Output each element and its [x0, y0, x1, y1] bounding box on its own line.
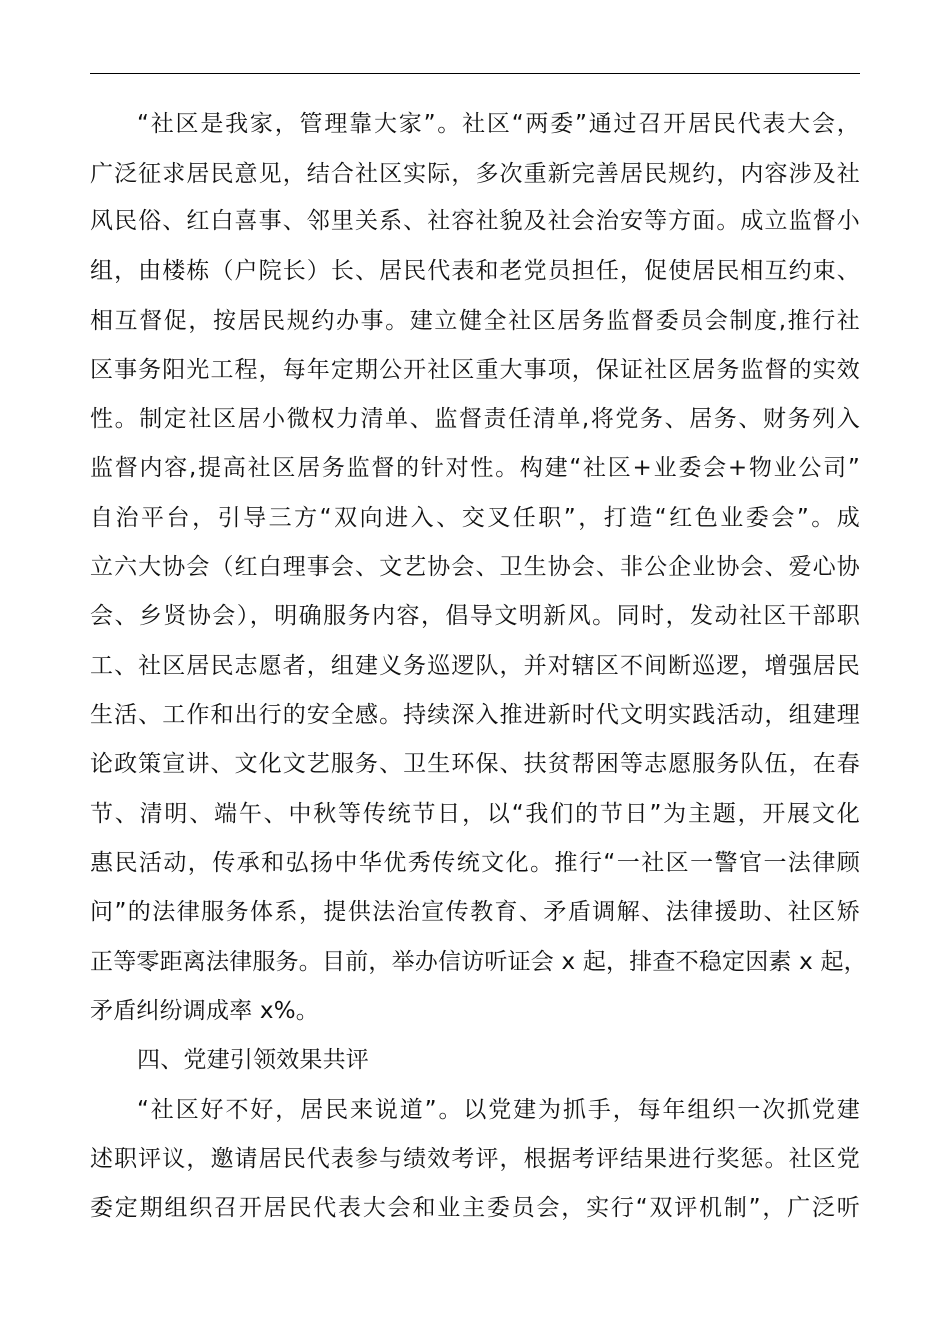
paragraph-rules-line-8: 监督内容,提高社区居务监督的针对性。构建“社区+业委会+物业公司”: [90, 455, 860, 481]
paragraph-rules-line-18: 正等零距离法律服务。目前，举办信访听证会 x 起，排查不稳定因素 x 起，: [90, 949, 867, 975]
paragraph-rules-line-9: 自治平台，引导三方“双向进入、交叉任职”，打造“红色业委会”。成: [90, 505, 860, 531]
header-rule: [90, 73, 860, 74]
paragraph-rules-line-16: 惠民活动，传承和弘扬中华优秀传统文化。推行“一社区一警官一法律顾: [90, 850, 860, 876]
paragraph-rules-line-1: “社区是我家，管理靠大家”。社区“两委”通过召开居民代表大会，: [137, 111, 860, 137]
paragraph-rules-line-19: 矛盾纠纷调成率 x%。: [90, 998, 319, 1024]
paragraph-rules-line-15: 节、清明、端午、中秋等传统节日，以“我们的节日”为主题，开展文化: [90, 801, 860, 827]
section-heading: 四、党建引领效果共评: [137, 1047, 369, 1073]
paragraph-rules-line-10: 立六大协会（红白理事会、文艺协会、卫生协会、非公企业协会、爱心协: [90, 554, 860, 580]
paragraph-rules-line-6: 区事务阳光工程，每年定期公开社区重大事项，保证社区居务监督的实效: [90, 357, 860, 383]
paragraph-rules-line-17: 问”的法律服务体系，提供法治宣传教育、矛盾调解、法律援助、社区矫: [90, 899, 860, 925]
paragraph-rules-line-4: 组，由楼栋（户院长）长、居民代表和老党员担任，促使居民相互约束、: [90, 258, 860, 284]
paragraph-rules-line-11: 会、乡贤协会），明确服务内容，倡导文明新风。同时，发动社区干部职: [90, 603, 860, 629]
paragraph-rules-line-12: 工、社区居民志愿者，组建义务巡逻队，并对辖区不间断巡逻，增强居民: [90, 653, 860, 679]
paragraph-rules-line-5: 相互督促，按居民规约办事。建立健全社区居务监督委员会制度,推行社: [90, 308, 860, 334]
paragraph-evaluation-line-1: “社区好不好，居民来说道”。以党建为抓手，每年组织一次抓党建: [137, 1097, 860, 1123]
paragraph-rules-line-2: 广泛征求居民意见，结合社区实际，多次重新完善居民规约，内容涉及社: [90, 161, 860, 187]
paragraph-rules-line-3: 风民俗、红白喜事、邻里关系、社容社貌及社会治安等方面。成立监督小: [90, 208, 860, 234]
paragraph-rules-line-13: 生活、工作和出行的安全感。持续深入推进新时代文明实践活动，组建理: [90, 702, 860, 728]
paragraph-evaluation-line-3: 委定期组织召开居民代表大会和业主委员会，实行“双评机制”，广泛听: [90, 1195, 860, 1221]
paragraph-rules-line-7: 性。制定社区居小微权力清单、监督责任清单,将党务、居务、财务列入: [90, 406, 860, 432]
paragraph-rules-line-14: 论政策宣讲、文化文艺服务、卫生环保、扶贫帮困等志愿服务队伍，在春: [90, 751, 860, 777]
paragraph-evaluation-line-2: 述职评议，邀请居民代表参与绩效考评，根据考评结果进行奖惩。社区党: [90, 1146, 860, 1172]
